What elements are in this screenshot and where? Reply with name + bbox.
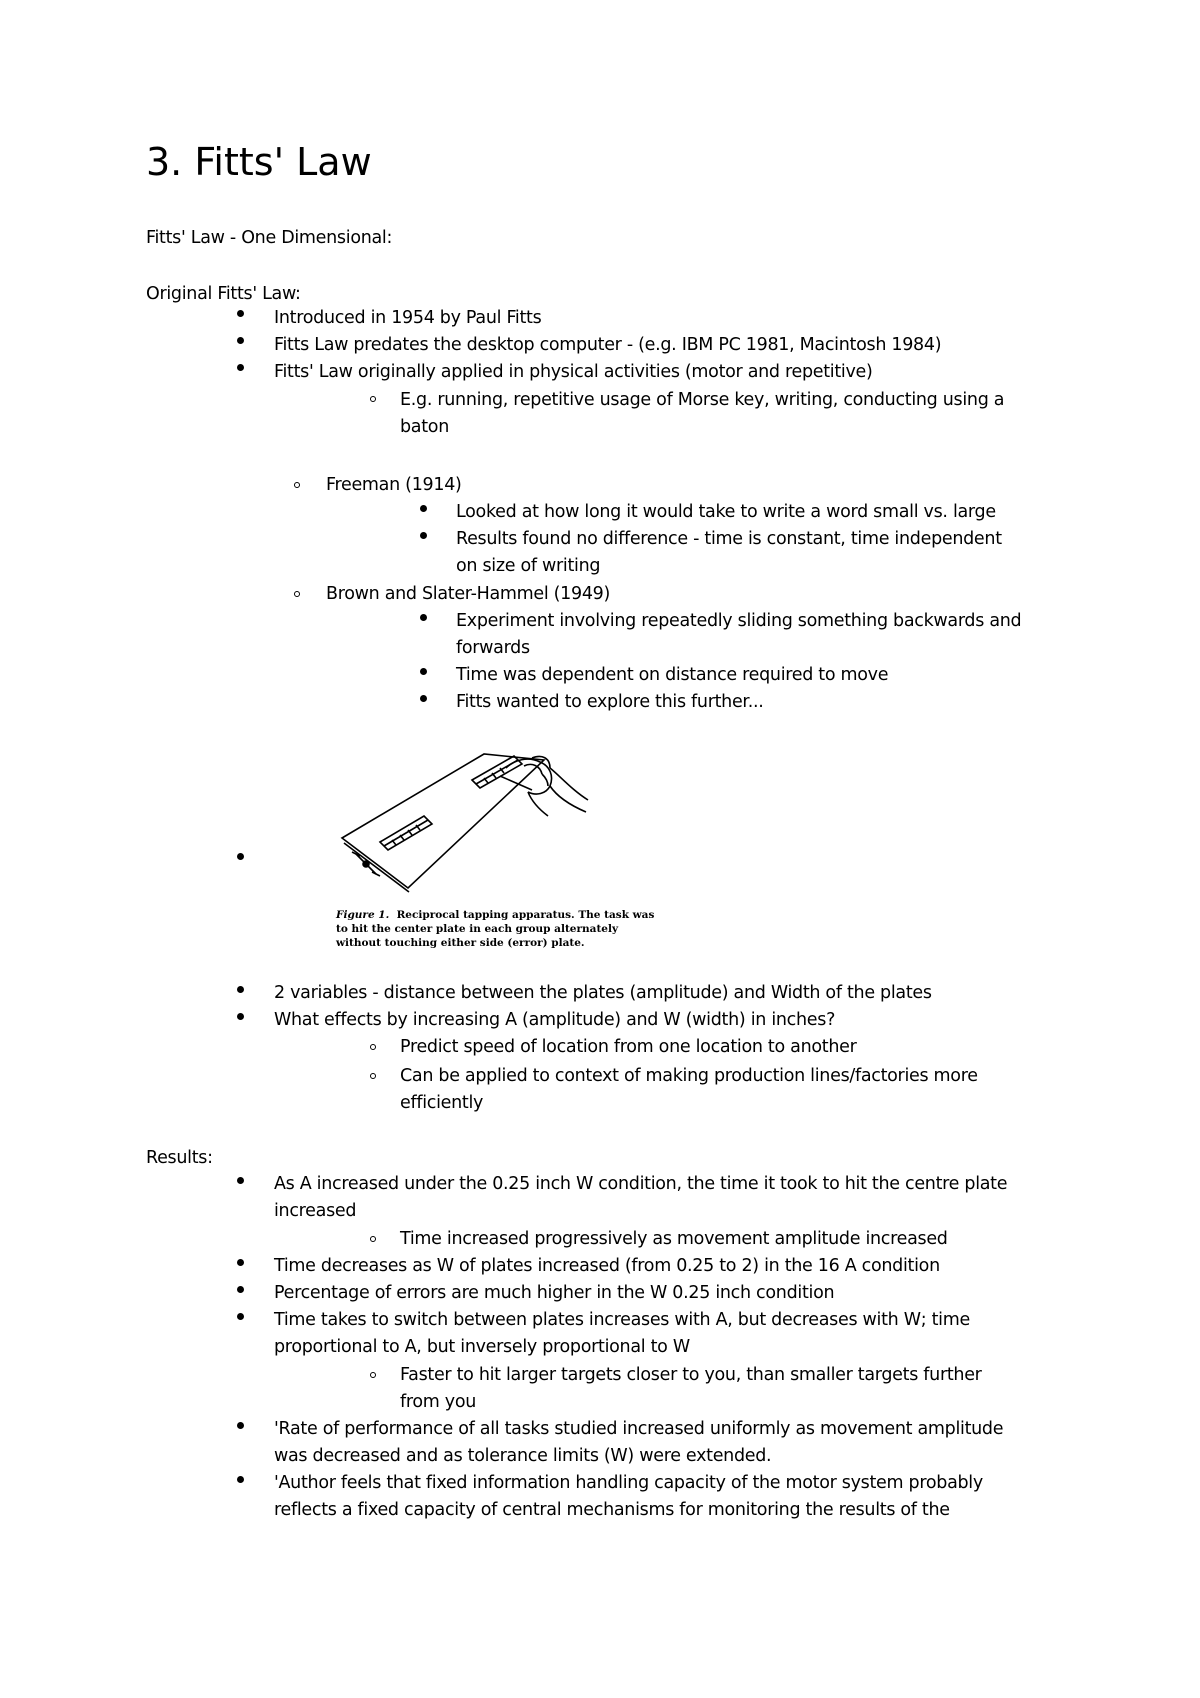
list-item: Time decreases as W of plates increased (from 0.25 to 2) in the 16 A condition [274,1256,940,1276]
bullet-dot [237,986,244,993]
section-heading-results: Results: [146,1148,213,1168]
list-item: Time takes to switch between plates increases with A, but decreases with W; time [274,1310,970,1330]
bullet-dot [237,1259,244,1266]
bullet-dot [237,364,244,371]
bullet-dot [237,1313,244,1320]
list-item-continuation: baton [400,417,449,437]
bullet-dot [237,1177,244,1184]
bullet-circle [294,591,300,597]
bullet-dot [237,1476,244,1483]
bullet-dot [237,310,244,317]
list-item: Results found no difference - time is constant, time independent [456,529,1002,549]
list-item: Can be applied to context of making production lines/factories more [400,1066,978,1086]
list-item-continuation: was decreased and as tolerance limits (W) were extended. [274,1446,772,1466]
bullet-circle [370,1044,376,1050]
bullet-circle [294,482,300,488]
bullet-circle [370,1372,376,1378]
list-item: What effects by increasing A (amplitude) and W (width) in inches? [274,1010,836,1030]
page-title: 3. Fitts' Law [146,140,372,184]
list-item: Introduced in 1954 by Paul Fitts [274,308,542,328]
figure-label: Figure 1. [336,909,390,921]
bullet-dot [237,337,244,344]
list-item: E.g. running, repetitive usage of Morse key, writing, conducting using a [400,390,1005,410]
list-item: Time increased progressively as movement amplitude increased [400,1229,948,1249]
list-item-continuation: efficiently [400,1093,484,1113]
figure-caption [336,908,666,950]
tapping-apparatus-image [336,746,666,906]
bullet-circle [370,396,376,402]
bullet-dot [237,1286,244,1293]
section-heading-original: Original Fitts' Law: [146,284,301,304]
bullet-circle [370,1073,376,1079]
list-item: Faster to hit larger targets closer to you, than smaller targets further [400,1365,982,1385]
list-item: As A increased under the 0.25 inch W condition, the time it took to hit the centre plate [274,1174,1008,1194]
list-item-continuation: from you [400,1392,477,1412]
list-item-continuation: forwards [456,638,530,658]
list-item: Fitts' Law originally applied in physical activities (motor and repetitive) [274,362,873,382]
list-item: Freeman (1914) [326,475,462,495]
list-item: Looked at how long it would take to write a word small vs. large [456,502,996,522]
list-item: 2 variables - distance between the plates (amplitude) and Width of the plates [274,983,932,1003]
subheading: Fitts' Law - One Dimensional: [146,228,393,248]
bullet-dot [420,614,427,621]
bullet-dot [237,1013,244,1020]
list-item: Experiment involving repeatedly sliding something backwards and [456,611,1022,631]
list-item-continuation: on size of writing [456,556,601,576]
list-item: Brown and Slater-Hammel (1949) [326,584,611,604]
bullet-dot [237,853,244,860]
list-item: Fitts Law predates the desktop computer - (e.g. IBM PC 1981, Macintosh 1984) [274,335,942,355]
list-item: Predict speed of location from one location to another [400,1037,857,1057]
list-item-continuation: proportional to A, but inversely proportional to W [274,1337,690,1357]
bullet-dot [237,1422,244,1429]
list-item: 'Author feels that fixed information handling capacity of the motor system probably [274,1473,983,1493]
bullet-dot [420,505,427,512]
figure-reciprocal-tapping [336,746,666,956]
bullet-circle [370,1236,376,1242]
bullet-dot [420,532,427,539]
bullet-dot [420,668,427,675]
bullet-dot [420,695,427,702]
figure-caption-text: Reciprocal tapping apparatus. The task was to hit the center plate in each group alternately without touching either side (error) plate. [336,909,655,949]
list-item-continuation: reflects a fixed capacity of central mechanisms for monitoring the results of the [274,1500,950,1520]
list-item-continuation: increased [274,1201,357,1221]
list-item: Time was dependent on distance required to move [456,665,889,685]
list-item: Percentage of errors are much higher in the W 0.25 inch condition [274,1283,835,1303]
list-item: Fitts wanted to explore this further... [456,692,764,712]
list-item: 'Rate of performance of all tasks studied increased uniformly as movement amplitude [274,1419,1004,1439]
